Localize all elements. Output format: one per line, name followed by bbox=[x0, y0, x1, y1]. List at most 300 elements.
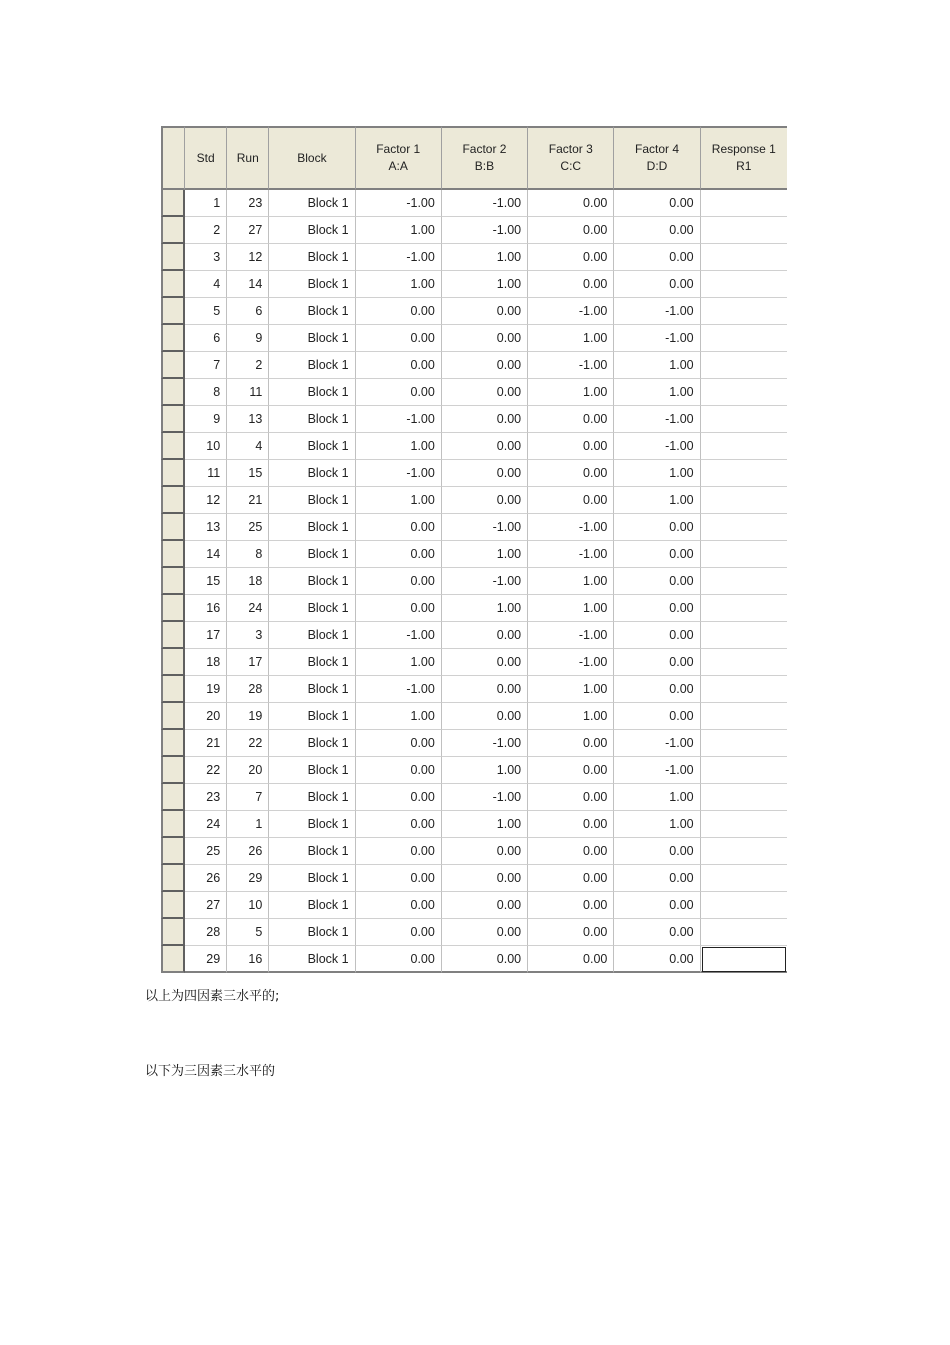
cell-factor-2[interactable]: -1.00 bbox=[442, 784, 528, 811]
cell-block[interactable]: Block 1 bbox=[269, 730, 355, 757]
cell-block[interactable]: Block 1 bbox=[269, 946, 355, 973]
cell-response-1[interactable] bbox=[701, 703, 787, 730]
cell-factor-4[interactable]: 1.00 bbox=[614, 784, 700, 811]
cell-std[interactable]: 6 bbox=[185, 325, 227, 352]
cell-block[interactable]: Block 1 bbox=[269, 460, 355, 487]
cell-response-1[interactable] bbox=[701, 595, 787, 622]
cell-std[interactable]: 28 bbox=[185, 919, 227, 946]
cell-factor-3[interactable]: 0.00 bbox=[528, 190, 614, 217]
table-row[interactable] bbox=[161, 568, 787, 595]
cell-block[interactable]: Block 1 bbox=[269, 217, 355, 244]
cell-run[interactable]: 5 bbox=[227, 919, 269, 946]
cell-response-1[interactable] bbox=[701, 460, 787, 487]
cell-factor-1[interactable]: 0.00 bbox=[356, 892, 442, 919]
table-row[interactable] bbox=[161, 217, 787, 244]
table-row[interactable] bbox=[161, 595, 787, 622]
table-row[interactable] bbox=[161, 649, 787, 676]
cell-factor-4[interactable]: -1.00 bbox=[614, 730, 700, 757]
cell-block[interactable]: Block 1 bbox=[269, 433, 355, 460]
cell-std[interactable]: 25 bbox=[185, 838, 227, 865]
cell-run[interactable]: 28 bbox=[227, 676, 269, 703]
row-selector[interactable] bbox=[161, 271, 185, 298]
cell-response-1[interactable] bbox=[701, 757, 787, 784]
table-row[interactable] bbox=[161, 892, 787, 919]
cell-response-1[interactable] bbox=[701, 487, 787, 514]
cell-factor-4[interactable]: 0.00 bbox=[614, 595, 700, 622]
cell-std[interactable]: 5 bbox=[185, 298, 227, 325]
cell-block[interactable]: Block 1 bbox=[269, 325, 355, 352]
cell-factor-3[interactable]: 0.00 bbox=[528, 784, 614, 811]
cell-factor-3[interactable]: 0.00 bbox=[528, 946, 614, 973]
cell-block[interactable]: Block 1 bbox=[269, 244, 355, 271]
table-row[interactable] bbox=[161, 622, 787, 649]
row-selector-header[interactable] bbox=[161, 126, 185, 190]
cell-response-1[interactable] bbox=[701, 298, 787, 325]
cell-factor-3[interactable]: 0.00 bbox=[528, 757, 614, 784]
cell-run[interactable]: 25 bbox=[227, 514, 269, 541]
cell-factor-1[interactable]: 0.00 bbox=[356, 298, 442, 325]
row-selector[interactable] bbox=[161, 703, 185, 730]
cell-response-1[interactable] bbox=[701, 244, 787, 271]
cell-factor-1[interactable]: -1.00 bbox=[356, 460, 442, 487]
cell-factor-4[interactable]: 0.00 bbox=[614, 919, 700, 946]
cell-run[interactable]: 12 bbox=[227, 244, 269, 271]
cell-factor-4[interactable]: -1.00 bbox=[614, 433, 700, 460]
table-row[interactable] bbox=[161, 730, 787, 757]
cell-factor-4[interactable]: -1.00 bbox=[614, 325, 700, 352]
cell-response-1[interactable] bbox=[701, 892, 787, 919]
cell-std[interactable]: 2 bbox=[185, 217, 227, 244]
cell-factor-2[interactable]: 0.00 bbox=[442, 703, 528, 730]
cell-factor-3[interactable]: 1.00 bbox=[528, 595, 614, 622]
cell-run[interactable]: 22 bbox=[227, 730, 269, 757]
table-row[interactable] bbox=[161, 271, 787, 298]
cell-run[interactable]: 13 bbox=[227, 406, 269, 433]
cell-factor-1[interactable]: 0.00 bbox=[356, 784, 442, 811]
cell-response-1[interactable] bbox=[701, 217, 787, 244]
cell-std[interactable]: 4 bbox=[185, 271, 227, 298]
cell-factor-1[interactable]: 1.00 bbox=[356, 433, 442, 460]
cell-block[interactable]: Block 1 bbox=[269, 649, 355, 676]
cell-factor-2[interactable]: -1.00 bbox=[442, 514, 528, 541]
column-header-std[interactable] bbox=[185, 126, 227, 190]
cell-block[interactable]: Block 1 bbox=[269, 541, 355, 568]
cell-response-1[interactable] bbox=[701, 406, 787, 433]
cell-factor-1[interactable]: 0.00 bbox=[356, 541, 442, 568]
table-row[interactable] bbox=[161, 190, 787, 217]
row-selector[interactable] bbox=[161, 784, 185, 811]
cell-run[interactable]: 21 bbox=[227, 487, 269, 514]
row-selector[interactable] bbox=[161, 379, 185, 406]
cell-factor-4[interactable]: 0.00 bbox=[614, 946, 700, 973]
column-header-block[interactable] bbox=[269, 126, 355, 190]
cell-factor-2[interactable]: 0.00 bbox=[442, 892, 528, 919]
cell-factor-1[interactable]: 0.00 bbox=[356, 595, 442, 622]
row-selector[interactable] bbox=[161, 946, 185, 973]
cell-factor-2[interactable]: 0.00 bbox=[442, 946, 528, 973]
cell-block[interactable]: Block 1 bbox=[269, 514, 355, 541]
cell-std[interactable]: 1 bbox=[185, 190, 227, 217]
cell-factor-3[interactable]: 0.00 bbox=[528, 460, 614, 487]
cell-response-1[interactable] bbox=[701, 568, 787, 595]
cell-response-1[interactable] bbox=[701, 379, 787, 406]
cell-run[interactable]: 29 bbox=[227, 865, 269, 892]
cell-factor-4[interactable]: 0.00 bbox=[614, 649, 700, 676]
cell-factor-1[interactable]: -1.00 bbox=[356, 406, 442, 433]
cell-std[interactable]: 3 bbox=[185, 244, 227, 271]
cell-factor-1[interactable]: 0.00 bbox=[356, 865, 442, 892]
row-selector[interactable] bbox=[161, 433, 185, 460]
cell-factor-1[interactable]: 0.00 bbox=[356, 730, 442, 757]
table-row[interactable] bbox=[161, 757, 787, 784]
cell-factor-3[interactable]: 0.00 bbox=[528, 838, 614, 865]
cell-factor-4[interactable]: 1.00 bbox=[614, 460, 700, 487]
cell-block[interactable]: Block 1 bbox=[269, 811, 355, 838]
cell-std[interactable]: 16 bbox=[185, 595, 227, 622]
cell-factor-2[interactable]: 1.00 bbox=[442, 811, 528, 838]
cell-factor-4[interactable]: 0.00 bbox=[614, 541, 700, 568]
cell-block[interactable]: Block 1 bbox=[269, 379, 355, 406]
cell-factor-2[interactable]: -1.00 bbox=[442, 568, 528, 595]
cell-factor-1[interactable]: -1.00 bbox=[356, 676, 442, 703]
cell-factor-4[interactable]: 0.00 bbox=[614, 514, 700, 541]
cell-factor-2[interactable]: 0.00 bbox=[442, 433, 528, 460]
cell-response-1[interactable] bbox=[701, 352, 787, 379]
row-selector[interactable] bbox=[161, 406, 185, 433]
cell-response-1[interactable] bbox=[701, 730, 787, 757]
row-selector[interactable] bbox=[161, 649, 185, 676]
row-selector[interactable] bbox=[161, 514, 185, 541]
row-selector[interactable] bbox=[161, 460, 185, 487]
cell-std[interactable]: 24 bbox=[185, 811, 227, 838]
cell-factor-1[interactable]: 0.00 bbox=[356, 352, 442, 379]
row-selector[interactable] bbox=[161, 811, 185, 838]
cell-factor-1[interactable]: -1.00 bbox=[356, 244, 442, 271]
row-selector[interactable] bbox=[161, 757, 185, 784]
cell-factor-1[interactable]: 0.00 bbox=[356, 325, 442, 352]
cell-factor-4[interactable]: 0.00 bbox=[614, 622, 700, 649]
cell-factor-4[interactable]: 0.00 bbox=[614, 190, 700, 217]
cell-std[interactable]: 18 bbox=[185, 649, 227, 676]
cell-factor-2[interactable]: 1.00 bbox=[442, 541, 528, 568]
cell-factor-3[interactable]: 0.00 bbox=[528, 730, 614, 757]
cell-std[interactable]: 21 bbox=[185, 730, 227, 757]
cell-factor-1[interactable]: -1.00 bbox=[356, 622, 442, 649]
cell-block[interactable]: Block 1 bbox=[269, 703, 355, 730]
cell-run[interactable]: 14 bbox=[227, 271, 269, 298]
cell-factor-4[interactable]: 1.00 bbox=[614, 811, 700, 838]
cell-factor-3[interactable]: 1.00 bbox=[528, 568, 614, 595]
cell-run[interactable]: 26 bbox=[227, 838, 269, 865]
cell-std[interactable]: 29 bbox=[185, 946, 227, 973]
cell-factor-1[interactable]: 1.00 bbox=[356, 649, 442, 676]
cell-run[interactable]: 3 bbox=[227, 622, 269, 649]
cell-factor-2[interactable]: 0.00 bbox=[442, 865, 528, 892]
cell-factor-3[interactable]: -1.00 bbox=[528, 649, 614, 676]
table-row[interactable] bbox=[161, 487, 787, 514]
table-row[interactable] bbox=[161, 460, 787, 487]
cell-block[interactable]: Block 1 bbox=[269, 568, 355, 595]
column-header-factor-2[interactable] bbox=[442, 126, 528, 190]
cell-run[interactable]: 17 bbox=[227, 649, 269, 676]
table-row[interactable] bbox=[161, 352, 787, 379]
cell-std[interactable]: 13 bbox=[185, 514, 227, 541]
row-selector[interactable] bbox=[161, 865, 185, 892]
cell-factor-2[interactable]: 0.00 bbox=[442, 622, 528, 649]
cell-block[interactable]: Block 1 bbox=[269, 487, 355, 514]
cell-block[interactable]: Block 1 bbox=[269, 784, 355, 811]
cell-factor-3[interactable]: 0.00 bbox=[528, 865, 614, 892]
cell-response-1[interactable] bbox=[701, 325, 787, 352]
cell-factor-1[interactable]: 0.00 bbox=[356, 811, 442, 838]
cell-std[interactable]: 7 bbox=[185, 352, 227, 379]
cell-run[interactable]: 8 bbox=[227, 541, 269, 568]
cell-response-1[interactable] bbox=[701, 649, 787, 676]
cell-block[interactable]: Block 1 bbox=[269, 838, 355, 865]
cell-block[interactable]: Block 1 bbox=[269, 757, 355, 784]
cell-run[interactable]: 4 bbox=[227, 433, 269, 460]
cell-factor-3[interactable]: -1.00 bbox=[528, 622, 614, 649]
cell-factor-4[interactable]: -1.00 bbox=[614, 757, 700, 784]
cell-response-1[interactable] bbox=[701, 190, 787, 217]
cell-response-1[interactable] bbox=[701, 271, 787, 298]
cell-std[interactable]: 11 bbox=[185, 460, 227, 487]
cell-factor-2[interactable]: -1.00 bbox=[442, 730, 528, 757]
cell-factor-1[interactable]: 1.00 bbox=[356, 217, 442, 244]
cell-factor-4[interactable]: -1.00 bbox=[614, 406, 700, 433]
cell-factor-4[interactable]: 0.00 bbox=[614, 865, 700, 892]
table-row[interactable] bbox=[161, 433, 787, 460]
row-selector[interactable] bbox=[161, 244, 185, 271]
row-selector[interactable] bbox=[161, 325, 185, 352]
cell-factor-2[interactable]: 1.00 bbox=[442, 757, 528, 784]
cell-response-1[interactable] bbox=[701, 622, 787, 649]
table-row[interactable] bbox=[161, 703, 787, 730]
cell-std[interactable]: 23 bbox=[185, 784, 227, 811]
cell-factor-1[interactable]: -1.00 bbox=[356, 190, 442, 217]
cell-factor-2[interactable]: 0.00 bbox=[442, 676, 528, 703]
table-row[interactable] bbox=[161, 379, 787, 406]
cell-factor-4[interactable]: 1.00 bbox=[614, 379, 700, 406]
row-selector[interactable] bbox=[161, 919, 185, 946]
cell-run[interactable]: 6 bbox=[227, 298, 269, 325]
cell-run[interactable]: 20 bbox=[227, 757, 269, 784]
cell-std[interactable]: 22 bbox=[185, 757, 227, 784]
cell-factor-4[interactable]: 0.00 bbox=[614, 568, 700, 595]
table-row[interactable] bbox=[161, 784, 787, 811]
cell-factor-2[interactable]: 0.00 bbox=[442, 460, 528, 487]
table-row[interactable] bbox=[161, 676, 787, 703]
cell-block[interactable]: Block 1 bbox=[269, 352, 355, 379]
table-row[interactable] bbox=[161, 919, 787, 946]
cell-block[interactable]: Block 1 bbox=[269, 406, 355, 433]
row-selector[interactable] bbox=[161, 892, 185, 919]
cell-factor-3[interactable]: -1.00 bbox=[528, 352, 614, 379]
table-row[interactable] bbox=[161, 514, 787, 541]
cell-response-1[interactable] bbox=[701, 541, 787, 568]
table-row[interactable] bbox=[161, 838, 787, 865]
cell-factor-2[interactable]: 0.00 bbox=[442, 379, 528, 406]
cell-run[interactable]: 18 bbox=[227, 568, 269, 595]
cell-run[interactable]: 9 bbox=[227, 325, 269, 352]
cell-std[interactable]: 15 bbox=[185, 568, 227, 595]
row-selector[interactable] bbox=[161, 622, 185, 649]
cell-block[interactable]: Block 1 bbox=[269, 676, 355, 703]
row-selector[interactable] bbox=[161, 541, 185, 568]
note-above: 以上为四因素三水平的; bbox=[145, 989, 280, 1004]
table-row[interactable] bbox=[161, 865, 787, 892]
cell-response-1[interactable] bbox=[701, 676, 787, 703]
row-selector[interactable] bbox=[161, 730, 185, 757]
cell-response-1[interactable] bbox=[701, 946, 787, 973]
cell-run[interactable]: 15 bbox=[227, 460, 269, 487]
table-row[interactable] bbox=[161, 811, 787, 838]
cell-factor-3[interactable]: -1.00 bbox=[528, 541, 614, 568]
cell-std[interactable]: 19 bbox=[185, 676, 227, 703]
cell-std[interactable]: 14 bbox=[185, 541, 227, 568]
cell-factor-3[interactable]: 1.00 bbox=[528, 676, 614, 703]
cell-std[interactable]: 12 bbox=[185, 487, 227, 514]
cell-factor-4[interactable]: 1.00 bbox=[614, 352, 700, 379]
cell-run[interactable]: 24 bbox=[227, 595, 269, 622]
cell-block[interactable]: Block 1 bbox=[269, 865, 355, 892]
column-header-factor-4[interactable] bbox=[614, 126, 700, 190]
cell-factor-3[interactable]: 0.00 bbox=[528, 433, 614, 460]
cell-factor-2[interactable]: 0.00 bbox=[442, 487, 528, 514]
cell-factor-2[interactable]: 1.00 bbox=[442, 244, 528, 271]
table-row[interactable] bbox=[161, 541, 787, 568]
cell-std[interactable]: 8 bbox=[185, 379, 227, 406]
cell-factor-2[interactable]: 0.00 bbox=[442, 838, 528, 865]
row-selector[interactable] bbox=[161, 838, 185, 865]
cell-factor-1[interactable]: 1.00 bbox=[356, 703, 442, 730]
cell-factor-4[interactable]: 0.00 bbox=[614, 271, 700, 298]
row-selector[interactable] bbox=[161, 190, 185, 217]
column-header-factor-1[interactable] bbox=[356, 126, 442, 190]
cell-factor-4[interactable]: 0.00 bbox=[614, 244, 700, 271]
column-header-factor-3[interactable] bbox=[528, 126, 614, 190]
cell-factor-2[interactable]: 0.00 bbox=[442, 649, 528, 676]
cell-response-1[interactable] bbox=[701, 433, 787, 460]
cell-std[interactable]: 27 bbox=[185, 892, 227, 919]
cell-block[interactable]: Block 1 bbox=[269, 622, 355, 649]
cell-run[interactable]: 19 bbox=[227, 703, 269, 730]
cell-factor-4[interactable]: 1.00 bbox=[614, 487, 700, 514]
cell-factor-1[interactable]: 0.00 bbox=[356, 514, 442, 541]
cell-response-1[interactable] bbox=[701, 514, 787, 541]
cell-factor-4[interactable]: -1.00 bbox=[614, 298, 700, 325]
cell-response-1[interactable] bbox=[701, 919, 787, 946]
cell-factor-1[interactable]: 0.00 bbox=[356, 757, 442, 784]
cell-factor-4[interactable]: 0.00 bbox=[614, 892, 700, 919]
cell-factor-2[interactable]: 0.00 bbox=[442, 325, 528, 352]
cell-factor-3[interactable]: 0.00 bbox=[528, 811, 614, 838]
column-header-response-1[interactable] bbox=[701, 126, 787, 190]
cell-block[interactable]: Block 1 bbox=[269, 298, 355, 325]
cell-factor-3[interactable]: -1.00 bbox=[528, 298, 614, 325]
cell-std[interactable]: 9 bbox=[185, 406, 227, 433]
cell-block[interactable]: Block 1 bbox=[269, 892, 355, 919]
row-selector[interactable] bbox=[161, 298, 185, 325]
cell-factor-1[interactable]: 0.00 bbox=[356, 946, 442, 973]
cell-factor-3[interactable]: 0.00 bbox=[528, 244, 614, 271]
cell-std[interactable]: 20 bbox=[185, 703, 227, 730]
cell-factor-3[interactable]: 0.00 bbox=[528, 406, 614, 433]
cell-block[interactable]: Block 1 bbox=[269, 595, 355, 622]
cell-run[interactable]: 10 bbox=[227, 892, 269, 919]
cell-std[interactable]: 26 bbox=[185, 865, 227, 892]
cell-factor-3[interactable]: 1.00 bbox=[528, 325, 614, 352]
row-selector[interactable] bbox=[161, 568, 185, 595]
cell-std[interactable]: 17 bbox=[185, 622, 227, 649]
column-header-run[interactable] bbox=[227, 126, 269, 190]
cell-factor-2[interactable]: -1.00 bbox=[442, 190, 528, 217]
cell-factor-2[interactable]: 0.00 bbox=[442, 352, 528, 379]
cell-run[interactable]: 2 bbox=[227, 352, 269, 379]
cell-response-1[interactable] bbox=[701, 838, 787, 865]
cell-run[interactable]: 27 bbox=[227, 217, 269, 244]
cell-factor-3[interactable]: 0.00 bbox=[528, 217, 614, 244]
cell-factor-2[interactable]: -1.00 bbox=[442, 217, 528, 244]
cell-factor-1[interactable]: 0.00 bbox=[356, 919, 442, 946]
cell-factor-4[interactable]: 0.00 bbox=[614, 703, 700, 730]
table-row[interactable] bbox=[161, 298, 787, 325]
cell-block[interactable]: Block 1 bbox=[269, 271, 355, 298]
cell-response-1[interactable] bbox=[701, 811, 787, 838]
cell-factor-3[interactable]: 1.00 bbox=[528, 703, 614, 730]
cell-factor-2[interactable]: 1.00 bbox=[442, 271, 528, 298]
cell-block[interactable]: Block 1 bbox=[269, 190, 355, 217]
cell-factor-2[interactable]: 0.00 bbox=[442, 406, 528, 433]
cell-run[interactable]: 11 bbox=[227, 379, 269, 406]
cell-run[interactable]: 7 bbox=[227, 784, 269, 811]
cell-factor-3[interactable]: 0.00 bbox=[528, 892, 614, 919]
cell-block[interactable]: Block 1 bbox=[269, 919, 355, 946]
cell-std[interactable]: 10 bbox=[185, 433, 227, 460]
cell-factor-3[interactable]: 0.00 bbox=[528, 919, 614, 946]
cell-factor-1[interactable]: 0.00 bbox=[356, 379, 442, 406]
row-selector[interactable] bbox=[161, 487, 185, 514]
cell-factor-4[interactable]: 0.00 bbox=[614, 676, 700, 703]
cell-factor-2[interactable]: 0.00 bbox=[442, 919, 528, 946]
row-selector[interactable] bbox=[161, 217, 185, 244]
cell-response-1[interactable] bbox=[701, 784, 787, 811]
row-selector[interactable] bbox=[161, 676, 185, 703]
cell-factor-3[interactable]: -1.00 bbox=[528, 514, 614, 541]
table-row[interactable] bbox=[161, 244, 787, 271]
cell-factor-3[interactable]: 0.00 bbox=[528, 271, 614, 298]
cell-factor-2[interactable]: 1.00 bbox=[442, 595, 528, 622]
table-row[interactable] bbox=[161, 946, 787, 973]
table-row[interactable] bbox=[161, 325, 787, 352]
cell-factor-4[interactable]: 0.00 bbox=[614, 217, 700, 244]
row-selector[interactable] bbox=[161, 352, 185, 379]
row-selector[interactable] bbox=[161, 595, 185, 622]
cell-factor-1[interactable]: 0.00 bbox=[356, 838, 442, 865]
cell-factor-2[interactable]: 0.00 bbox=[442, 298, 528, 325]
cell-run[interactable]: 16 bbox=[227, 946, 269, 973]
cell-factor-1[interactable]: 1.00 bbox=[356, 487, 442, 514]
table-row[interactable] bbox=[161, 406, 787, 433]
cell-factor-3[interactable]: 1.00 bbox=[528, 379, 614, 406]
cell-response-1[interactable] bbox=[701, 865, 787, 892]
cell-factor-1[interactable]: 1.00 bbox=[356, 271, 442, 298]
cell-run[interactable]: 23 bbox=[227, 190, 269, 217]
cell-factor-1[interactable]: 0.00 bbox=[356, 568, 442, 595]
cell-run[interactable]: 1 bbox=[227, 811, 269, 838]
cell-factor-3[interactable]: 0.00 bbox=[528, 487, 614, 514]
cell-factor-4[interactable]: 0.00 bbox=[614, 838, 700, 865]
